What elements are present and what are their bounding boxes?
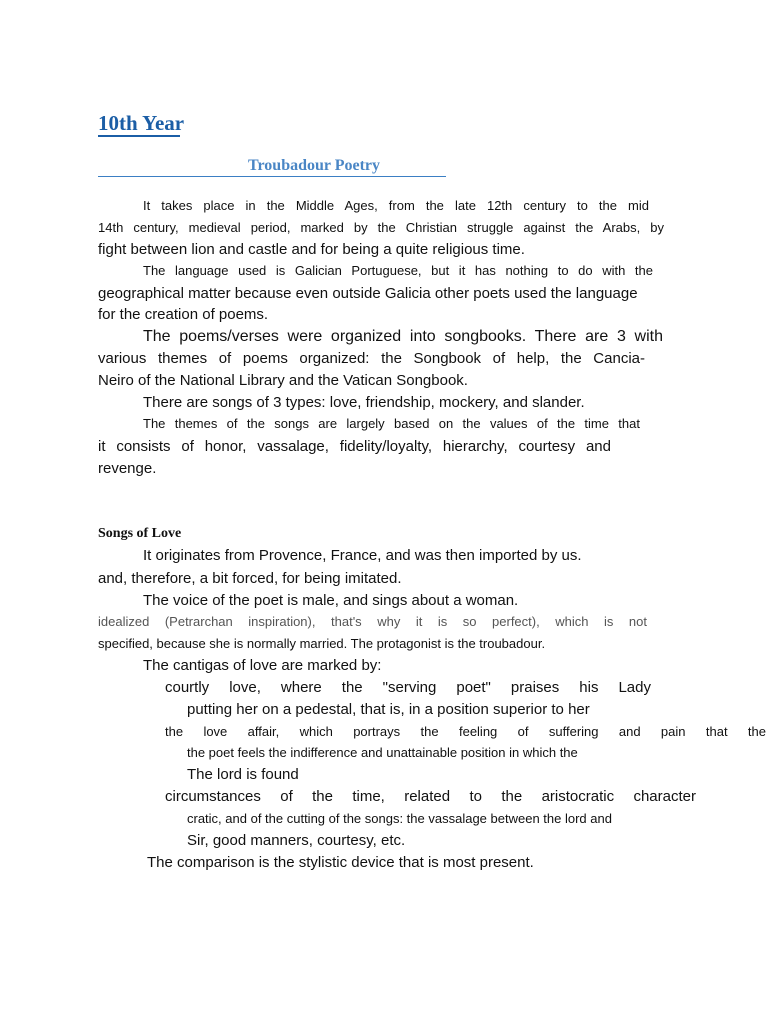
section-heading: Songs of Love [98,526,182,541]
body-line: The cantigas of love are marked by: [143,657,382,674]
body-line: It takes place in the Middle Ages, from the late 12th century to the mid [143,198,649,213]
body-line: for the creation of poems. [98,306,269,323]
list-item-continuation: putting her on a pedestal, that is, in a position superior to her [187,701,590,718]
list-item: circumstances of the time, related to the aristocratic character [165,788,696,805]
body-line: The language used is Galician Portuguese, but it has nothing to do with the [143,263,653,278]
body-line: and, therefore, a bit forced, for being imitated. [98,570,402,587]
list-item: the love affair, which portrays the feeling of suffering and pain that the [165,724,766,739]
body-line: specified, because she is normally married. The protagonist is the troubadour. [98,636,546,651]
body-line: It originates from Provence, France, and was then imported by us. [143,547,582,564]
body-line: various themes of poems organized: the Songbook of help, the Cancia- [98,350,645,367]
body-line: The comparison is the stylistic device that is most present. [147,854,534,871]
page-title: 10th Year [98,111,185,135]
subtitle-rule [98,176,446,177]
body-line: geographical matter because even outside Galicia other poets used the language [98,285,638,302]
document-subtitle: Troubadour Poetry [248,157,381,174]
list-item-continuation: cratic, and of the cutting of the songs: the vassalage between the lord and [187,811,612,826]
body-line: fight between lion and castle and for being a quite religious time. [98,241,525,258]
body-line: The themes of the songs are largely based on the values of the time that [143,416,640,431]
body-line: There are songs of 3 types: love, friendship, mockery, and slander. [143,394,585,411]
title-underline [98,135,180,137]
list-item-continuation: the poet feels the indifference and unattainable position in which the [187,745,578,760]
body-line: Neiro of the National Library and the Vatican Songbook. [98,372,468,389]
body-line: revenge. [98,460,157,477]
body-line: The poems/verses were organized into songbooks. There are 3 with [143,328,663,345]
body-line: The voice of the poet is male, and sings about a woman. [143,592,519,609]
list-item-continuation: The lord is found [187,766,299,783]
body-line: it consists of honor, vassalage, fidelity/loyalty, hierarchy, courtesy and [98,438,611,455]
list-item-continuation: Sir, good manners, courtesy, etc. [187,832,406,849]
body-line: 14th century, medieval period, marked by the Christian struggle against the Arabs, by [98,220,664,235]
body-line: idealized (Petrarchan inspiration), that's why it is so perfect), which is not [98,614,647,629]
list-item: courtly love, where the "serving poet" praises his Lady [165,679,651,696]
